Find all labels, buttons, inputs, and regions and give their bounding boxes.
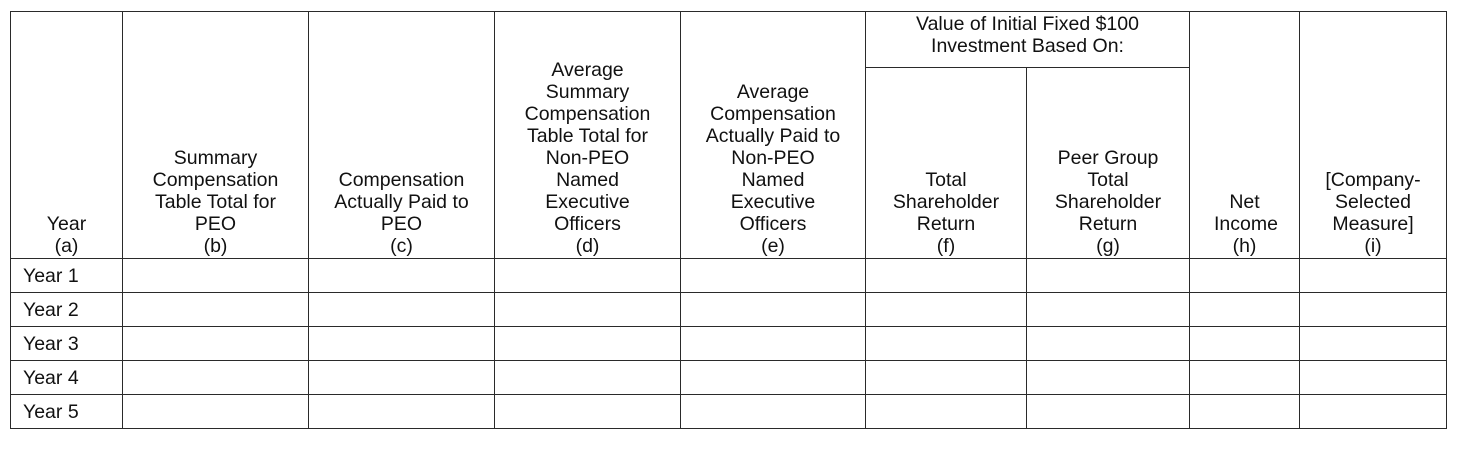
column-letter: (d): [575, 235, 600, 257]
data-cell: [495, 293, 681, 327]
data-cell: [866, 259, 1027, 293]
data-cell: [309, 361, 495, 395]
data-cell: [1300, 361, 1447, 395]
column-label: Compensation Actually Paid to PEO: [334, 169, 469, 235]
data-cell: [309, 327, 495, 361]
column-letter: (f): [936, 235, 956, 257]
data-cell: [1027, 259, 1190, 293]
data-cell: [1190, 361, 1300, 395]
data-cell: [681, 395, 866, 429]
pay-versus-performance-table: [10, 11, 1447, 429]
data-cell: [123, 259, 309, 293]
data-cell: [681, 327, 866, 361]
data-cell: [495, 259, 681, 293]
column-letter: (h): [1232, 235, 1257, 257]
data-cell: [1027, 395, 1190, 429]
data-cell: [1190, 259, 1300, 293]
table-row: [11, 327, 1447, 361]
column-header-year: [11, 12, 123, 259]
year-cell: Year 1: [11, 259, 123, 293]
data-cell: [1300, 293, 1447, 327]
data-cell: [309, 293, 495, 327]
data-cell: [495, 361, 681, 395]
table-row: [11, 259, 1447, 293]
column-header-peer-tsr: [1027, 68, 1190, 259]
year-cell: Year 5: [11, 395, 123, 429]
year-cell: Year 2: [11, 293, 123, 327]
year-cell: Year 4: [11, 361, 123, 395]
data-cell: [123, 293, 309, 327]
data-cell: [866, 361, 1027, 395]
column-letter: (e): [761, 235, 785, 257]
column-label: Year: [46, 213, 87, 235]
group-header-investment-value: [866, 12, 1190, 68]
data-cell: [866, 293, 1027, 327]
column-label: Average Compensation Actually Paid to Non-PEO Named Executive Officers: [705, 81, 841, 235]
table-row: [11, 293, 1447, 327]
column-label: Average Summary Compensation Table Total for Non-PEO Named Executive Officers: [524, 59, 651, 235]
column-header-avg-cap-non-peo: [681, 12, 866, 259]
column-header-net-income: [1190, 12, 1300, 259]
column-header-cap-peo: [309, 12, 495, 259]
table-body: [11, 259, 1447, 429]
column-letter: (a): [54, 235, 79, 257]
year-cell: Year 3: [11, 327, 123, 361]
data-cell: [866, 327, 1027, 361]
data-cell: [123, 361, 309, 395]
column-label: Net Income: [1214, 191, 1278, 235]
data-cell: [1027, 293, 1190, 327]
data-cell: [309, 259, 495, 293]
group-label: Value of Initial Fixed $100 Investment Based On:: [916, 13, 1139, 57]
data-cell: [681, 259, 866, 293]
column-label: Peer Group Total Shareholder Return: [1054, 147, 1162, 235]
column-header-sct-total-peo: [123, 12, 309, 259]
column-label: Total Shareholder Return: [892, 169, 1000, 235]
data-cell: [1027, 361, 1190, 395]
column-letter: (c): [390, 235, 413, 257]
data-cell: [495, 327, 681, 361]
data-cell: [1300, 395, 1447, 429]
data-cell: [1190, 327, 1300, 361]
column-letter: (i): [1364, 235, 1382, 257]
data-cell: [681, 361, 866, 395]
table-row: [11, 395, 1447, 429]
column-label: [Company-Selected Measure]: [1325, 169, 1421, 235]
data-cell: [1300, 259, 1447, 293]
data-cell: [123, 327, 309, 361]
data-cell: [1300, 327, 1447, 361]
data-cell: [1190, 395, 1300, 429]
data-cell: [866, 395, 1027, 429]
data-cell: [1027, 327, 1190, 361]
data-cell: [1190, 293, 1300, 327]
data-cell: [123, 395, 309, 429]
column-header-tsr: [866, 68, 1027, 259]
column-label: Summary Compensation Table Total for PEO: [152, 147, 279, 235]
column-letter: (g): [1096, 235, 1120, 257]
data-cell: [309, 395, 495, 429]
data-cell: [495, 395, 681, 429]
column-header-avg-sct-non-peo: [495, 12, 681, 259]
column-letter: (b): [203, 235, 228, 257]
data-cell: [681, 293, 866, 327]
table-row: [11, 361, 1447, 395]
table-header: [11, 12, 1447, 259]
column-header-company-selected-measure: [1300, 12, 1447, 259]
